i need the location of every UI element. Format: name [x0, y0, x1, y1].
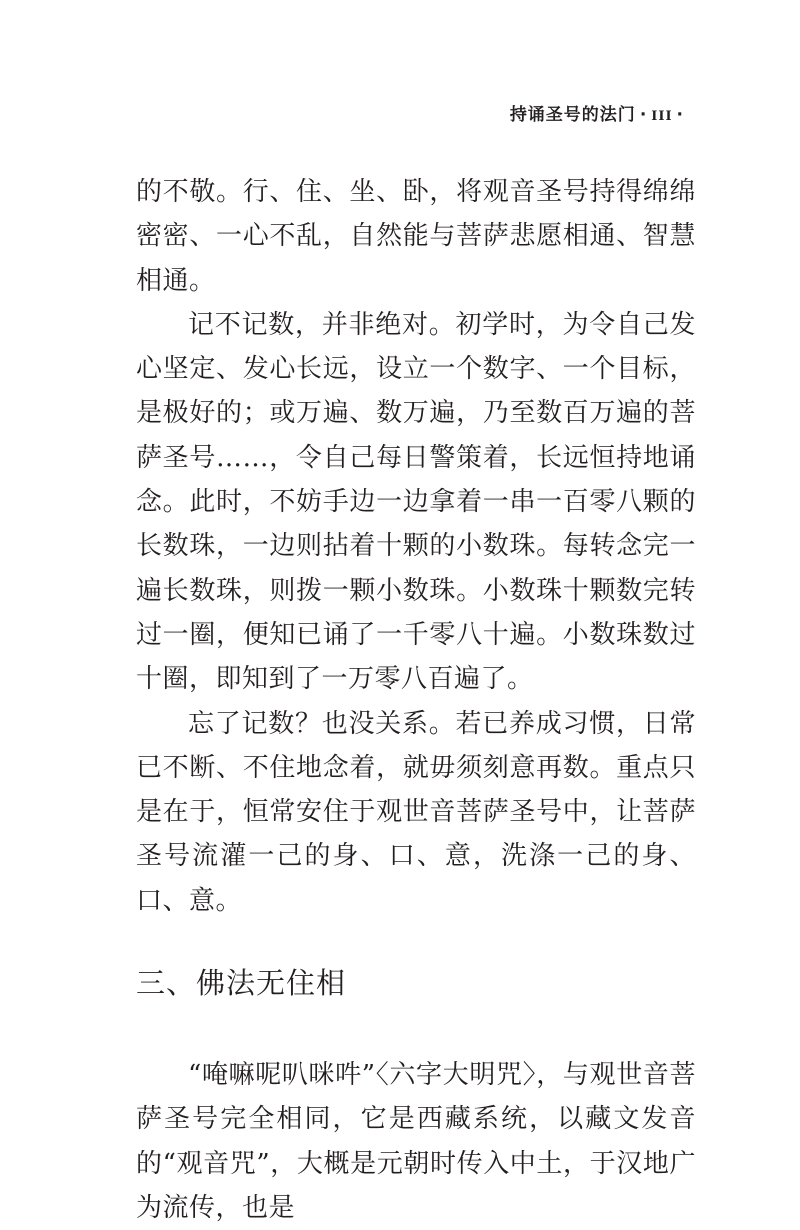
paragraph-mantra: “唵嘛呢叭咪吽”〈六字大明咒〉，与观世音菩萨圣号完全相同，它是西藏系统，以藏文发音的“观音咒”，大概是元朝时传入中土，于汉地广为流传，也是	[136, 1060, 696, 1223]
running-header	[510, 100, 688, 125]
paragraph-forgetting: 忘了记数？也没关系。若已养成习惯，日常已不断、不住地念着，就毋须刻意再数。重点只是在于，恒常安住于观世音菩萨圣号中，让菩萨圣号流灌一己的身、口、意，洗涤一己的身、口、意。	[136, 708, 696, 916]
header-separator: ·	[639, 105, 648, 125]
page-number: III	[651, 109, 673, 124]
body-text	[136, 170, 696, 1230]
header-separator-end: ·	[676, 105, 684, 125]
paragraph-continuation: 的不敬。行、住、坐、卧，将观音圣号持得绵绵密密、一心不乱，自然能与菩萨悲愿相通、智慧相通。	[136, 177, 696, 296]
paragraph-counting: 记不记数，并非绝对。初学时，为令自己发心坚定、发心长远，设立一个数字、一个目标，是极好的；或万遍、数万遍，乃至数百万遍的菩萨圣号……，令自己每日警策着，长远恒持地诵念。此时，不妨手边一边拿着一串一百零八颗的长数珠，一边则拈着十颗的小数珠。每转念完一遍长数珠，则拨一颗小数珠。小数珠十颗数完转过一圈，便知已诵了一千零八十遍。小数珠数过十圈，即知到了一万零八百遍了。	[136, 309, 696, 695]
running-title: 持诵圣号的法门	[509, 105, 636, 125]
section-title: 三、佛法无住相	[136, 966, 347, 1001]
